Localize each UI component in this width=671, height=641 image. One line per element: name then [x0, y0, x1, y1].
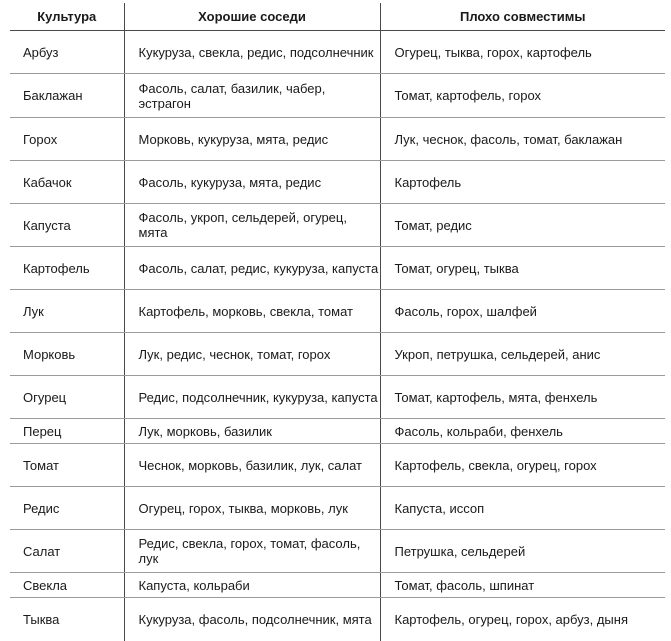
bad-neighbors-cell: Петрушка, сельдерей [380, 530, 665, 573]
good-neighbors-cell: Редис, подсолнечник, кукуруза, капуста [124, 376, 380, 419]
table-row [10, 161, 665, 204]
table-row [10, 376, 665, 419]
bad-neighbors-cell: Фасоль, горох, шалфей [380, 290, 665, 333]
good-neighbors-cell: Кукуруза, свекла, редис, подсолнечник [124, 31, 380, 74]
bad-neighbors-cell: Картофель, свекла, огурец, горох [380, 444, 665, 487]
header-row [10, 3, 665, 31]
good-neighbors-cell: Редис, свекла, горох, томат, фасоль, лук [124, 530, 380, 573]
crop-cell: Свекла [10, 573, 124, 598]
header-bad-neighbors: Плохо совместимы [380, 3, 665, 31]
good-neighbors-cell: Морковь, кукуруза, мята, редис [124, 118, 380, 161]
crop-cell: Томат [10, 444, 124, 487]
header-good-neighbors: Хорошие соседи [124, 3, 380, 31]
crop-cell: Перец [10, 419, 124, 444]
table-row [10, 530, 665, 573]
good-neighbors-cell: Фасоль, салат, редис, кукуруза, капуста [124, 247, 380, 290]
bad-neighbors-cell: Томат, картофель, мята, фенхель [380, 376, 665, 419]
table-row [10, 118, 665, 161]
good-neighbors-cell: Фасоль, салат, базилик, чабер, эстрагон [124, 74, 380, 118]
crop-cell: Лук [10, 290, 124, 333]
good-neighbors-cell: Фасоль, кукуруза, мята, редис [124, 161, 380, 204]
table-row [10, 444, 665, 487]
bad-neighbors-cell: Томат, огурец, тыква [380, 247, 665, 290]
good-neighbors-cell: Кукуруза, фасоль, подсолнечник, мята [124, 598, 380, 641]
table-row [10, 290, 665, 333]
crop-cell: Огурец [10, 376, 124, 419]
good-neighbors-cell: Лук, редис, чеснок, томат, горох [124, 333, 380, 376]
good-neighbors-cell: Капуста, кольраби [124, 573, 380, 598]
bad-neighbors-cell: Лук, чеснок, фасоль, томат, баклажан [380, 118, 665, 161]
crop-cell: Тыква [23, 611, 60, 627]
bad-neighbors-cell: Томат, редис [380, 204, 665, 247]
table-row [10, 333, 665, 376]
crop-cell: Арбуз [10, 31, 124, 74]
bad-neighbors-cell: Укроп, петрушка, сельдерей, анис [380, 333, 665, 376]
bad-neighbors-cell: Капуста, иссоп [380, 487, 665, 530]
good-neighbors-cell: Фасоль, укроп, сельдерей, огурец, мята [124, 204, 380, 247]
good-neighbors-cell: Огурец, горох, тыква, морковь, лук [124, 487, 380, 530]
crop-cell: Горох [10, 118, 124, 161]
companion-planting-table [10, 3, 665, 641]
good-neighbors-cell: Чеснок, морковь, базилик, лук, салат [124, 444, 380, 487]
bad-neighbors-cell: Фасоль, кольраби, фенхель [380, 419, 665, 444]
bad-neighbors-cell: Картофель [380, 161, 665, 204]
crop-cell: Редис [10, 487, 124, 530]
bad-neighbors-cell: Томат, фасоль, шпинат [380, 573, 665, 598]
header-crop: Культура [10, 3, 124, 31]
crop-cell: Баклажан [10, 74, 124, 118]
crop-cell: Салат [10, 530, 124, 573]
table-row [10, 31, 665, 74]
bad-neighbors-cell: Огурец, тыква, горох, картофель [380, 31, 665, 74]
table-row [10, 598, 665, 641]
bad-neighbors-cell: Томат, картофель, горох [380, 74, 665, 118]
table-row [10, 487, 665, 530]
table-row [10, 204, 665, 247]
crop-cell: Кабачок [10, 161, 124, 204]
table-row [10, 74, 665, 118]
table-row [10, 419, 665, 444]
table-row [10, 573, 665, 598]
crop-cell: Морковь [10, 333, 124, 376]
table-row [10, 247, 665, 290]
crop-cell: Картофель [10, 247, 124, 290]
good-neighbors-cell: Лук, морковь, базилик [124, 419, 380, 444]
good-neighbors-cell: Картофель, морковь, свекла, томат [124, 290, 380, 333]
crop-cell: Капуста [10, 204, 124, 247]
bad-neighbors-cell: Картофель, огурец, горох, арбуз, дыня [380, 598, 665, 641]
